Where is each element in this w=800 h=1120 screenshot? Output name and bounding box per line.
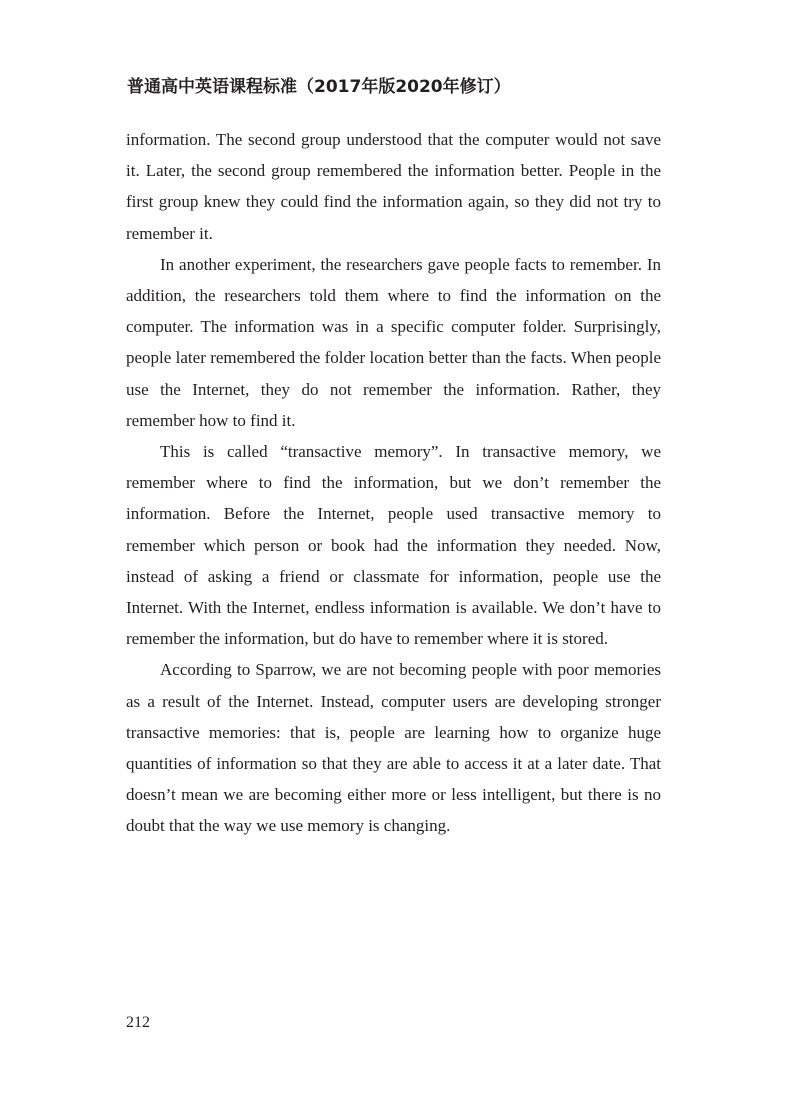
page-number: 212 — [126, 1014, 150, 1031]
body-text — [126, 124, 661, 842]
paragraph-continuation: information. The second group understood that the computer would not save it. Later, the second group remembered the information better. People in the first group knew they could find the information again, so they did not try to remember it. — [126, 130, 661, 243]
paragraph-sparrow: According to Sparrow, we are not becoming people with poor memories as a result of the Internet. Instead, computer users are developing stronger transactive memories: that is, people are learning how to organize huge quantities of information so that they are able to access it at a later date. That doesn’t mean we are becoming either more or less intelligent, but there is no doubt that the way we use memory is changing. — [126, 660, 661, 836]
paragraph-transactive-memory: This is called “transactive memory”. In transactive memory, we remember where to find the information, but we don’t remember the information. Before the Internet, people used transactive memory to remember which person or book had the information they needed. Now, instead of asking a friend or classmate for information, people use the Internet. With the Internet, endless information is available. We don’t have to remember the information, but do have to remember where it is stored. — [126, 442, 661, 649]
running-header: 普通高中英语课程标准（2017年版2020年修订） — [127, 77, 511, 97]
paragraph-experiment: In another experiment, the researchers gave people facts to remember. In addition, the researchers told them where to find the information on the computer. The information was in a specific computer folder. Surprisingly, people later remembered the folder location better than the facts. When people use the Internet, they do not remember the information. Rather, they remember how to find it. — [126, 254, 661, 430]
